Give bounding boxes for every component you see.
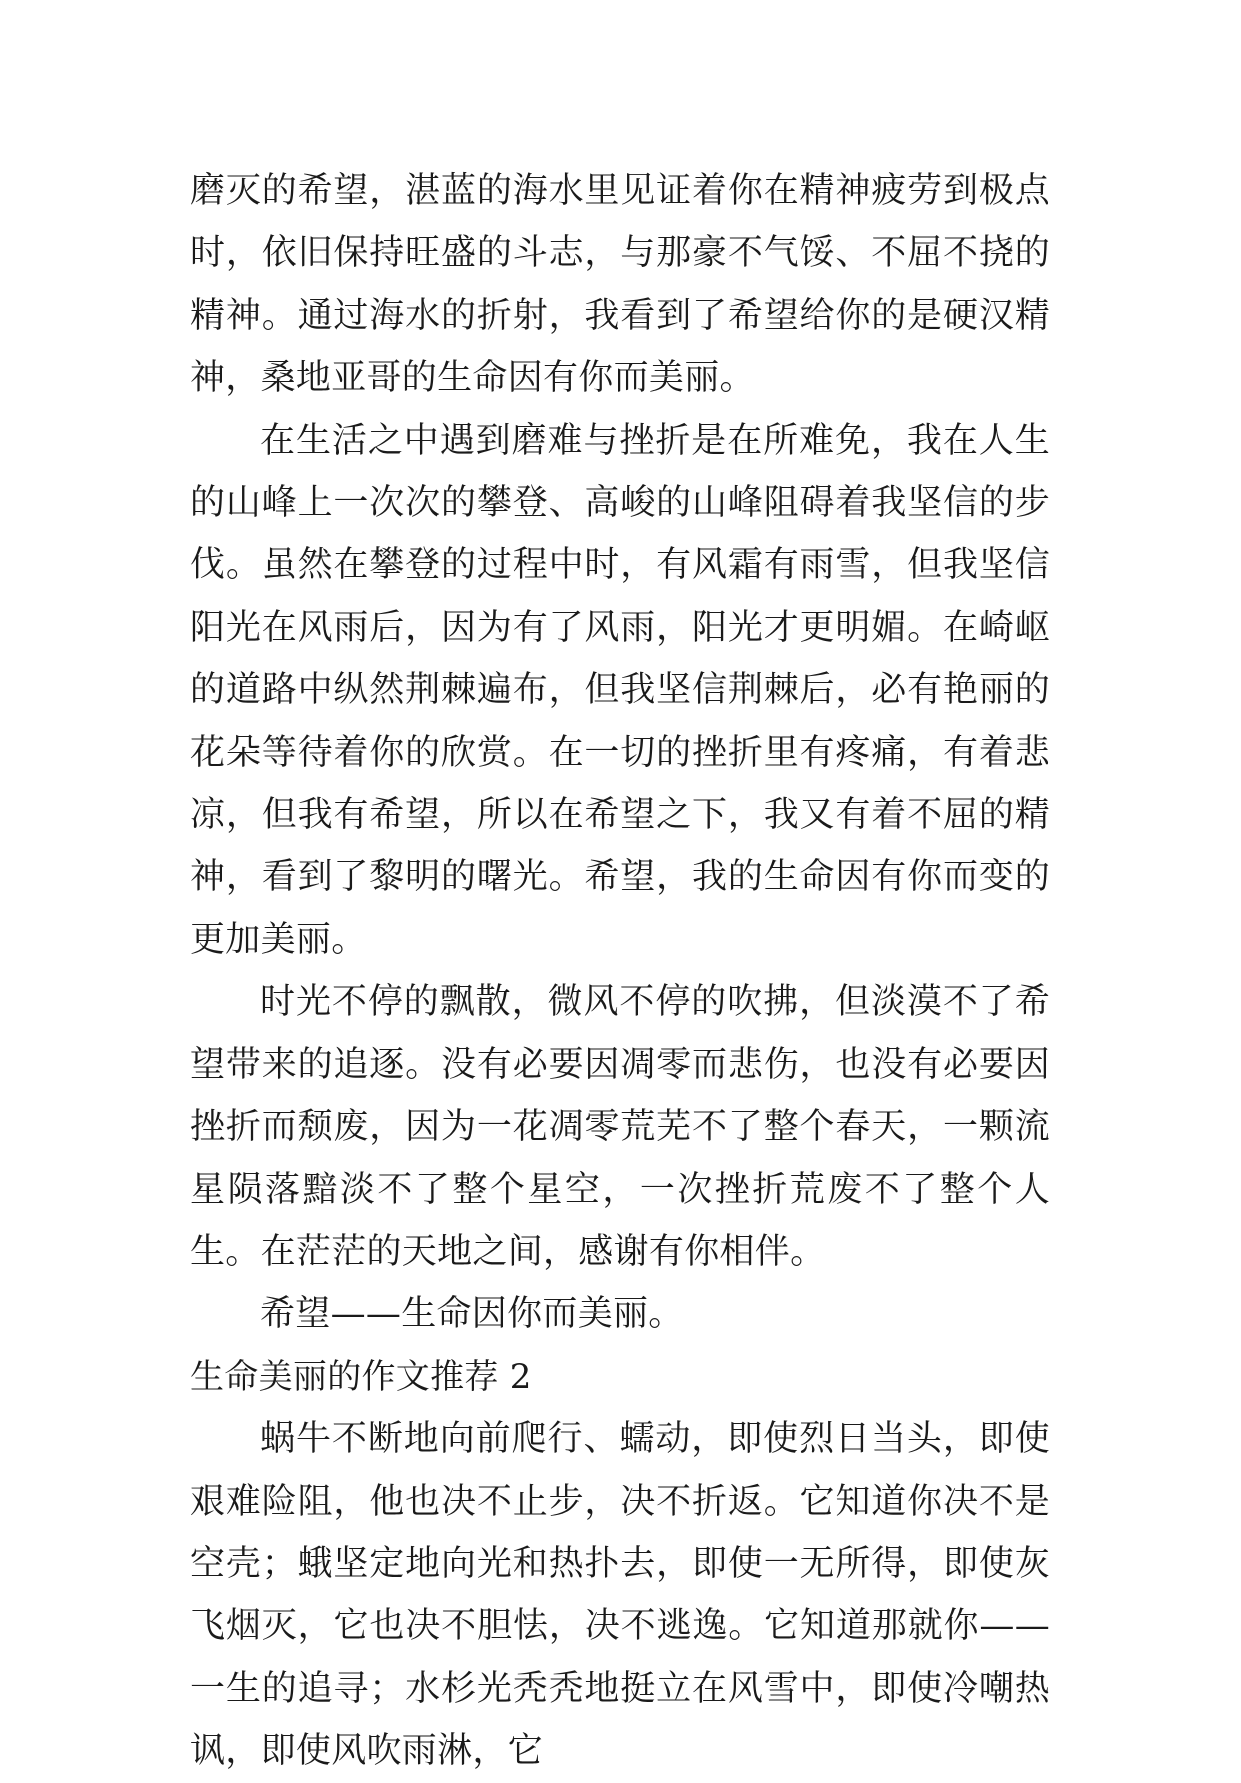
document-body (190, 160, 1050, 1783)
paragraph-3: 时光不停的飘散，微风不停的吹拂，但淡漠不了希望带来的追逐。没有必要因凋零而悲伤，也没有必要因挫折而颓废，因为一花凋零荒芜不了整个春天，一颗流星陨落黯淡不了整个星空，一次挫折荒废不了整个人生。在茫茫的天地之间，感谢有你相伴。 (190, 982, 1050, 1272)
paragraph-2: 在生活之中遇到磨难与挫折是在所难免，我在人生的山峰上一次次的攀登、高峻的山峰阻碍着我坚信的步伐。虽然在攀登的过程中时，有风霜有雨雪，但我坚信阳光在风雨后，因为有了风雨，阳光才更明媚。在崎岖的道路中纵然荆棘遍布，但我坚信荆棘后，必有艳丽的花朵等待着你的欣赏。在一切的挫折里有疼痛，有着悲凉，但我有希望，所以在希望之下，我又有着不屈的精神，看到了黎明的曙光。希望，我的生命因有你而变的更加美丽。 (190, 420, 1050, 960)
section-heading: 生命美丽的作文推荐 2 (190, 1356, 532, 1397)
paragraph-5: 蜗牛不断地向前爬行、蠕动，即使烈日当头，即使艰难险阻，他也决不止步，决不折返。它知道你决不是空壳；蛾坚定地向光和热扑去，即使一无所得，即使灰飞烟灭，它也决不胆怯，决不逃逸。它知道那就你——一生的追寻；水杉光秃秃地挺立在风雪中，即使冷嘲热讽，即使风吹雨淋，它 (190, 1419, 1050, 1772)
paragraph-4: 希望——生命因你而美丽。 (260, 1294, 684, 1335)
paragraph-1: 磨灭的希望，湛蓝的海水里见证着你在精神疲劳到极点时，依旧保持旺盛的斗志，与那豪不气馁、不屈不挠的精神。通过海水的折射，我看到了希望给你的是硬汉精神，桑地亚哥的生命因有你而美丽。 (190, 171, 1050, 399)
